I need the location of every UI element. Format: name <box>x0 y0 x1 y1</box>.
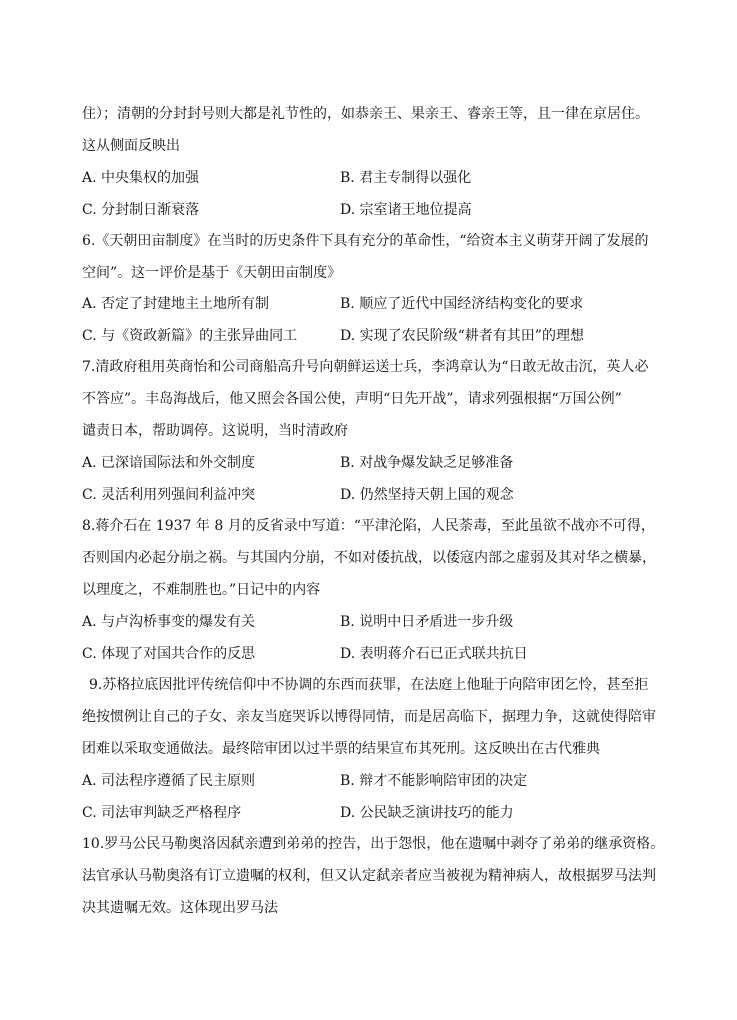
q8-stem-line-3: 以理度之，不难制胜也。”日记中的内容 <box>82 582 321 598</box>
q5-stem-line-2: 这从侧面反映出 <box>82 138 180 154</box>
q7-option-c: C. 灵活利用列强间利益冲突 <box>82 487 256 503</box>
q6-stem-line-1: 6.《天朝田亩制度》在当时的历史条件下具有充分的革命性，“给资本主义萌芽开阔了发展的 <box>82 233 649 249</box>
q7-stem-line-2: 不答应”。丰岛海战后，他又照会各国公使，声明“日先开战”，请求列强根据“万国公例” <box>82 391 622 407</box>
q9-option-b: B. 辩才不能影响陪审团的决定 <box>340 773 528 789</box>
q6-option-a: A. 否定了封建地主土地所有制 <box>82 296 270 312</box>
q9-stem-line-3: 团难以采取变通做法。最终陪审团以过半票的结果宣布其死刑。这反映出在古代雅典 <box>82 741 600 757</box>
q8-option-b: B. 说明中日矛盾进一步升级 <box>340 614 514 630</box>
q9-stem-line-2: 绝按惯例让自己的子女、亲友当庭哭诉以博得同情，而是居高临下，据理力争，这就使得陪审 <box>82 709 656 725</box>
q5-option-d: D. 宗室诸王地位提高 <box>340 202 472 218</box>
q9-option-c: C. 司法审判缺乏严格程序 <box>82 805 242 821</box>
q7-option-b: B. 对战争爆发缺乏足够准备 <box>340 455 514 471</box>
q10-stem-line-2: 法官承认马勒奥洛有订立遗嘱的权利，但又认定弑亲者应当被视为精神病人，故根据罗马法判 <box>82 868 656 884</box>
q5-stem-line-1: 住）；清朝的分封封号则大都是礼节性的，如恭亲王、果亲王、睿亲王等，且一律在京居住。 <box>82 106 649 122</box>
q8-stem-line-2: 否则国内必起分崩之祸。与其国内分崩，不如对倭抗战，以倭寇内部之虚弱及其对华之横暴， <box>82 550 656 566</box>
q7-stem-line-1: 7.清政府租用英商怡和公司商船高升号向朝鲜运送士兵，李鸿章认为“日敢无故击沉，英人必 <box>82 359 649 375</box>
q7-option-d: D. 仍然坚持天朝上国的观念 <box>340 487 514 503</box>
q6-option-c: C. 与《资政新篇》的主张异曲同工 <box>82 328 298 344</box>
q6-option-d: D. 实现了农民阶级“耕者有其田”的理想 <box>340 328 584 344</box>
q5-option-b: B. 君主专制得以强化 <box>340 170 472 186</box>
q10-stem-line-3: 决其遗嘱无效。这体现出罗马法 <box>82 900 278 916</box>
q8-stem-line-1: 8.蒋介石在 1937 年 8 月的反省录中写道：“平津沦陷，人民荼毒，至此虽欲不战亦不可得， <box>82 518 655 534</box>
q7-stem-line-3: 谴责日本，帮助调停。这说明，当时清政府 <box>82 423 348 439</box>
q9-option-d: D. 公民缺乏演讲技巧的能力 <box>340 805 514 821</box>
q8-option-a: A. 与卢沟桥事变的爆发有关 <box>82 614 256 630</box>
q9-stem-line-1: 9.苏格拉底因批评传统信仰中不协调的东西而获罪，在法庭上他耻于向陪审团乞怜，甚至拒 <box>89 677 649 693</box>
q5-option-c: C. 分封制日渐衰落 <box>82 202 200 218</box>
q5-option-a: A. 中央集权的加强 <box>82 170 200 186</box>
q9-option-a: A. 司法程序遵循了民主原则 <box>82 773 256 789</box>
q6-stem-line-2: 空间”。这一评价是基于《天朝田亩制度》 <box>82 265 342 281</box>
q8-option-d: D. 表明蒋介石已正式联共抗日 <box>340 646 528 662</box>
q7-option-a: A. 已深谙国际法和外交制度 <box>82 455 256 471</box>
q8-option-c: C. 体现了对国共合作的反思 <box>82 646 256 662</box>
q10-stem-line-1: 10.罗马公民马勒奥洛因弑亲遭到弟弟的控告，出于怨恨，他在遗嘱中剥夺了弟弟的继承资格。 <box>82 836 665 852</box>
q6-option-b: B. 顺应了近代中国经济结构变化的要求 <box>340 296 584 312</box>
